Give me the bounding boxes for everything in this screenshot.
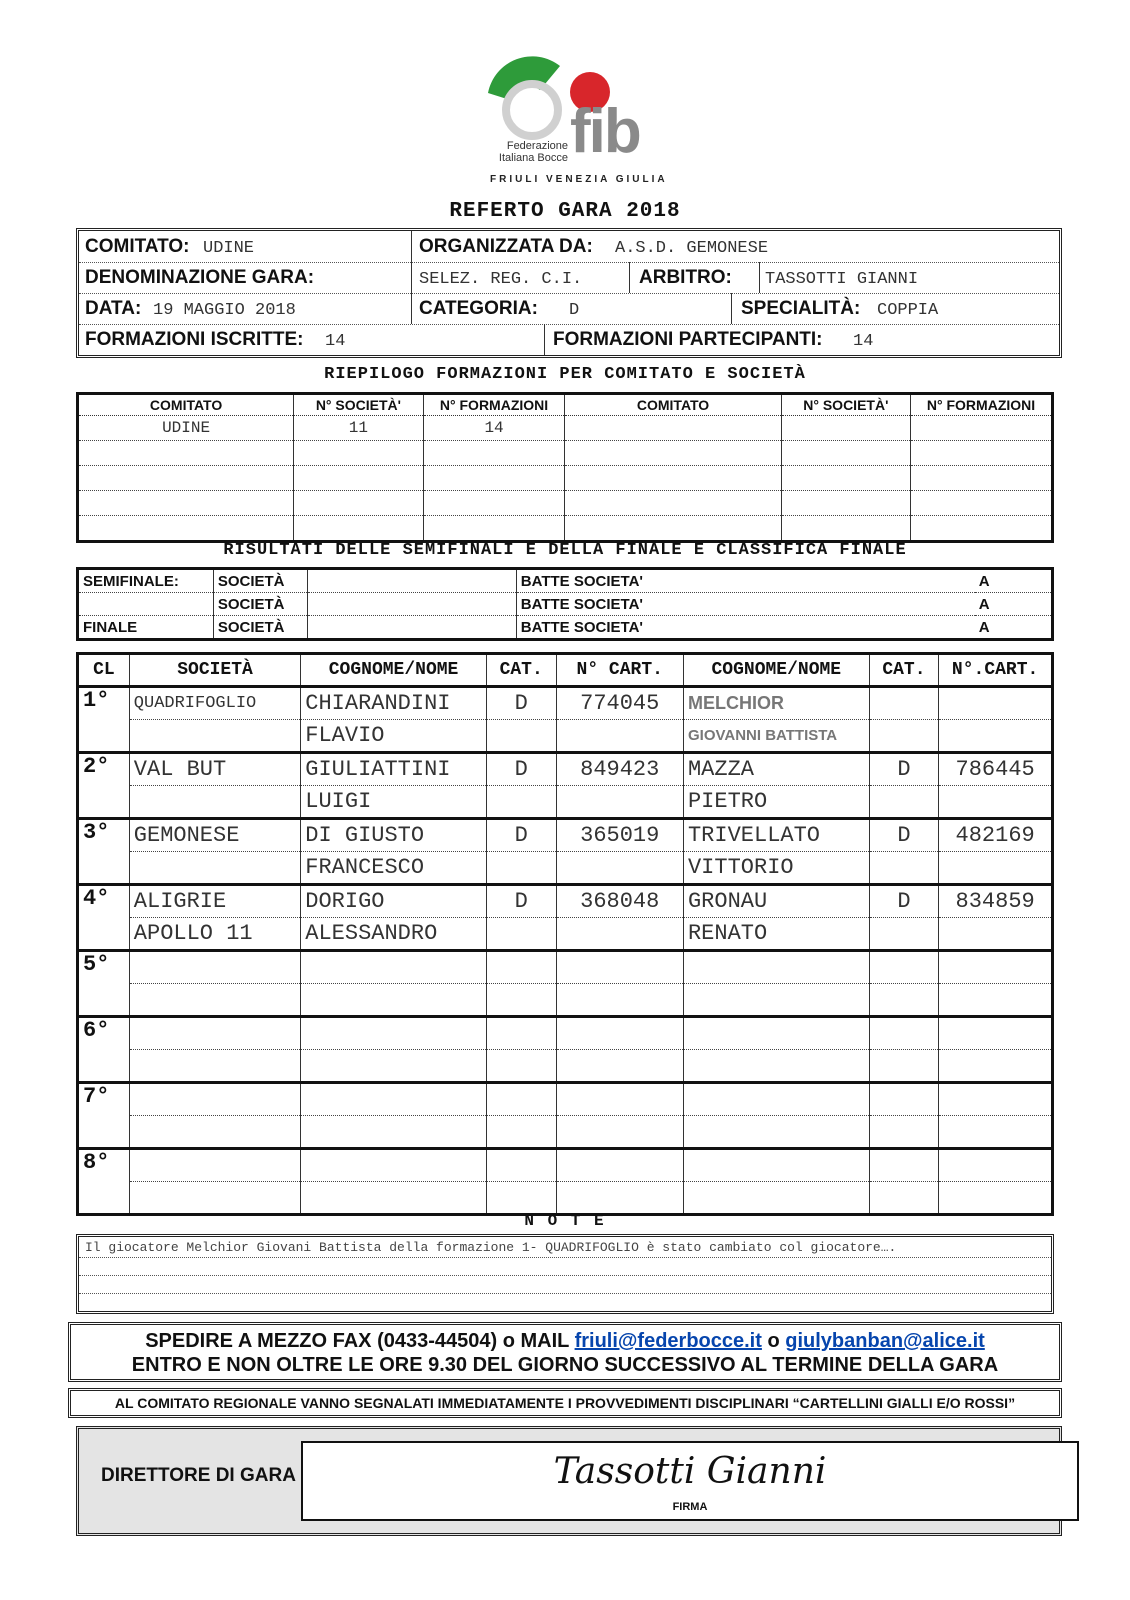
player1-cat: D (486, 753, 556, 786)
player2-card-empty (939, 1050, 1053, 1083)
arbitro-label: ARBITRO: (639, 267, 732, 288)
email-link-1[interactable]: friuli@federbocce.it (574, 1330, 762, 1352)
riepilogo-row (78, 466, 1053, 491)
arbitro-value: TASSOTTI GIANNI (765, 270, 919, 289)
societa-cell-2 (129, 786, 300, 819)
organizzata-value: A.S.D. GEMONESE (615, 239, 769, 258)
position-cell: 4° (78, 885, 130, 951)
riepilogo-header-row (78, 394, 1053, 416)
riep-col-societa: N° SOCIETÀ' (294, 394, 423, 416)
player2-cat-empty (869, 720, 939, 753)
col-cognome-nome-2: COGNOME/NOME (683, 654, 869, 687)
player2-cat-empty (869, 1050, 939, 1083)
societa-cell-2 (129, 1182, 300, 1215)
col-cart-2: N°.CART. (939, 654, 1053, 687)
player2-cat-empty (869, 1182, 939, 1215)
federation-name: Federazione Italiana Bocce (498, 140, 568, 164)
fib-logo (470, 48, 670, 193)
classifica-table (76, 652, 1054, 1216)
player1-cat-empty (486, 720, 556, 753)
riep-col-comitato-2: COMITATO (565, 394, 781, 416)
societa-cell: ALIGRIE (129, 885, 300, 918)
riep-col-formazioni: N° FORMAZIONI (423, 394, 565, 416)
player1-cat-empty (486, 918, 556, 951)
specialita-value: COPPIA (877, 301, 939, 320)
data-value: 19 MAGGIO 2018 (153, 301, 296, 320)
societa-cell: QUADRIFOGLIO (129, 687, 300, 720)
classifica-row-second-line (78, 720, 1053, 753)
classifica-header-row (78, 654, 1053, 687)
a-label: A (975, 593, 1053, 616)
a-label: A (975, 569, 1053, 593)
player1-name (301, 984, 487, 1017)
player2-card-empty (939, 984, 1053, 1017)
semifinale-label: SEMIFINALE: (78, 569, 214, 593)
societa-cell-2 (129, 852, 300, 885)
riepilogo-cell (565, 466, 781, 491)
player1-card-empty (556, 918, 683, 951)
riepilogo-cell (423, 516, 565, 542)
player2-surname (683, 1149, 869, 1182)
page-title: REFERTO GARA 2018 (449, 200, 681, 223)
societa-label: SOCIETÀ (213, 616, 307, 640)
riepilogo-cell (565, 416, 781, 441)
position-cell: 5° (78, 951, 130, 1017)
player2-card (939, 951, 1053, 984)
riepilogo-cell (78, 441, 294, 466)
email-link-2[interactable]: giulybanban@alice.it (785, 1330, 985, 1352)
col-cognome-nome: COGNOME/NOME (301, 654, 487, 687)
player1-cat (486, 1083, 556, 1116)
player2-card: 482169 (939, 819, 1053, 852)
denominazione-value: SELEZ. REG. C.I. (419, 270, 583, 289)
position-cell: 2° (78, 753, 130, 819)
player1-cat-empty (486, 1116, 556, 1149)
categoria-value: D (569, 301, 580, 320)
riepilogo-cell (911, 516, 1053, 542)
player2-name (683, 1116, 869, 1149)
col-societa: SOCIETÀ (129, 654, 300, 687)
player1-card (556, 1017, 683, 1050)
player2-surname (683, 1017, 869, 1050)
player2-surname (683, 951, 869, 984)
societa-cell-2 (129, 720, 300, 753)
riepilogo-cell (781, 466, 910, 491)
player1-card: 849423 (556, 753, 683, 786)
invio-deadline: ENTRO E NON OLTRE LE ORE 9.30 DEL GIORNO SUCCESSIVO AL TERMINE DELLA GARA (131, 1354, 999, 1376)
player1-cat (486, 951, 556, 984)
classifica-row (78, 1017, 1053, 1050)
batte-label: BATTE SOCIETA' (520, 618, 643, 636)
player2-surname: MAZZA (683, 753, 869, 786)
player1-card: 365019 (556, 819, 683, 852)
position-cell: 6° (78, 1017, 130, 1083)
classifica-row-second-line (78, 852, 1053, 885)
riepilogo-cell (911, 441, 1053, 466)
player1-name: FLAVIO (301, 720, 487, 753)
player2-cat-empty (869, 1116, 939, 1149)
player2-surname: TRIVELLATO (683, 819, 869, 852)
player1-cat-empty (486, 852, 556, 885)
player1-cat: D (486, 819, 556, 852)
societa-cell: VAL BUT (129, 753, 300, 786)
player1-card-empty (556, 852, 683, 885)
riepilogo-row (78, 441, 1053, 466)
firma-caption: FIRMA (672, 1501, 708, 1513)
player2-name: PIETRO (683, 786, 869, 819)
societa-cell (129, 951, 300, 984)
classifica-row-second-line (78, 1182, 1053, 1215)
position-cell: 1° (78, 687, 130, 753)
player1-card-empty (556, 786, 683, 819)
player1-name: LUIGI (301, 786, 487, 819)
player1-name (301, 1182, 487, 1215)
fib-wordmark: fib (570, 97, 640, 166)
denominazione-label: DENOMINAZIONE GARA: (85, 267, 315, 288)
classifica-row-second-line (78, 984, 1053, 1017)
riepilogo-cell: 11 (294, 416, 423, 441)
finale-row (78, 616, 1053, 640)
player2-name: VITTORIO (683, 852, 869, 885)
player1-surname (301, 951, 487, 984)
player1-card-empty (556, 720, 683, 753)
semifinali-table (76, 567, 1054, 641)
player1-card (556, 1083, 683, 1116)
societa-cell-2: APOLLO 11 (129, 918, 300, 951)
riepilogo-cell (423, 491, 565, 516)
finale-label: FINALE (78, 616, 214, 640)
classifica-row (78, 885, 1053, 918)
player2-name: GIOVANNI BATTISTA (683, 720, 869, 753)
player1-surname (301, 1149, 487, 1182)
societa-label: SOCIETÀ (213, 569, 307, 593)
player2-card-empty (939, 918, 1053, 951)
player1-card (556, 1149, 683, 1182)
player2-surname (683, 1083, 869, 1116)
player2-card-empty (939, 720, 1053, 753)
col-cat: CAT. (486, 654, 556, 687)
batte-label: BATTE SOCIETA' (516, 593, 974, 616)
classifica-row (78, 1083, 1053, 1116)
societa-cell-2 (129, 1116, 300, 1149)
riepilogo-cell (78, 516, 294, 542)
firma-panel (76, 1426, 1062, 1536)
societa-cell-2 (129, 1050, 300, 1083)
player2-card-empty (939, 852, 1053, 885)
partecipanti-label: FORMAZIONI PARTECIPANTI: (553, 329, 823, 350)
player2-cat (869, 1017, 939, 1050)
col-cart: N° CART. (556, 654, 683, 687)
player2-cat (869, 951, 939, 984)
riep-col-societa-2: N° SOCIETÀ' (781, 394, 910, 416)
riepilogo-row (78, 416, 1053, 441)
player2-surname: GRONAU (683, 885, 869, 918)
player1-surname (301, 1017, 487, 1050)
riepilogo-cell (294, 466, 423, 491)
riepilogo-cell (423, 441, 565, 466)
player1-surname: DI GIUSTO (301, 819, 487, 852)
specialita-label: SPECIALITÀ: (741, 298, 861, 319)
player1-surname: DORIGO (301, 885, 487, 918)
player2-cat-empty (869, 984, 939, 1017)
riepilogo-table (76, 392, 1054, 543)
classifica-row-second-line (78, 918, 1053, 951)
invio-connector: o (767, 1330, 780, 1352)
player1-card-empty (556, 1116, 683, 1149)
riepilogo-cell (78, 466, 294, 491)
avviso-box: AL COMITATO REGIONALE VANNO SEGNALATI IMMEDIATAMENTE I PROVVEDIMENTI DISCIPLINARI “CARTELLINI GIALLI E/O ROSSI” (68, 1388, 1062, 1418)
direttore-label: DIRETTORE DI GARA (101, 1465, 296, 1486)
player1-cat-empty (486, 1182, 556, 1215)
riepilogo-cell (294, 516, 423, 542)
organizzata-label: ORGANIZZATA DA: (419, 236, 593, 257)
player2-surname: MELCHIOR (683, 687, 869, 720)
position-cell: 8° (78, 1149, 130, 1215)
player2-cat-empty (869, 918, 939, 951)
col-cl: CL (78, 654, 130, 687)
player2-name: RENATO (683, 918, 869, 951)
player2-card (939, 1017, 1053, 1050)
batte-label: BATTE SOCIETA' (516, 569, 974, 593)
societa-label: SOCIETÀ (213, 593, 307, 616)
player2-cat-empty (869, 786, 939, 819)
player1-name: ALESSANDRO (301, 918, 487, 951)
riepilogo-row (78, 491, 1053, 516)
societa-cell (129, 1083, 300, 1116)
player1-cat (486, 1149, 556, 1182)
riep-col-formazioni-2: N° FORMAZIONI (911, 394, 1053, 416)
player1-name (301, 1116, 487, 1149)
riepilogo-cell: 14 (423, 416, 565, 441)
player2-card (939, 1083, 1053, 1116)
player2-cat (869, 687, 939, 720)
player1-cat: D (486, 687, 556, 720)
riepilogo-cell (294, 491, 423, 516)
player2-cat (869, 1149, 939, 1182)
player1-surname: GIULIATTINI (301, 753, 487, 786)
societa-cell-2 (129, 984, 300, 1017)
player2-card-empty (939, 1116, 1053, 1149)
societa-cell (129, 1017, 300, 1050)
player1-cat: D (486, 885, 556, 918)
player2-name (683, 1050, 869, 1083)
position-cell: 3° (78, 819, 130, 885)
player1-surname (301, 1083, 487, 1116)
classifica-row (78, 687, 1053, 720)
note-text: Il giocatore Melchior Giovani Battista della formazione 1- QUADRIFOGLIO è stato cambiato col giocatore…. (85, 1240, 897, 1255)
riepilogo-cell (911, 416, 1053, 441)
riepilogo-cell (565, 441, 781, 466)
player1-cat-empty (486, 984, 556, 1017)
riepilogo-cell (565, 516, 781, 542)
societa-cell: GEMONESE (129, 819, 300, 852)
societa-cell (129, 1149, 300, 1182)
player2-card: 834859 (939, 885, 1053, 918)
classifica-row-second-line (78, 1116, 1053, 1149)
riepilogo-cell (294, 441, 423, 466)
player1-cat-empty (486, 786, 556, 819)
comitato-value: UDINE (203, 239, 255, 258)
player2-card: 786445 (939, 753, 1053, 786)
col-cat-2: CAT. (869, 654, 939, 687)
classifica-row-second-line (78, 1050, 1053, 1083)
iscritte-label: FORMAZIONI ISCRITTE: (85, 329, 304, 350)
riep-col-comitato: COMITATO (78, 394, 294, 416)
riepilogo-cell (911, 491, 1053, 516)
note-title: N O T E (524, 1212, 606, 1230)
riepilogo-cell (78, 491, 294, 516)
partecipanti-value: 14 (853, 332, 874, 351)
invio-box (68, 1322, 1062, 1382)
region-name: FRIULI VENEZIA GIULIA (490, 174, 668, 185)
riepilogo-cell: UDINE (78, 416, 294, 441)
player2-name (683, 984, 869, 1017)
classifica-row-second-line (78, 786, 1053, 819)
player2-cat: D (869, 819, 939, 852)
data-label: DATA: (85, 298, 142, 319)
classifica-row (78, 753, 1053, 786)
classifica-row (78, 951, 1053, 984)
signature-box (301, 1441, 1079, 1521)
player1-card: 774045 (556, 687, 683, 720)
player1-cat-empty (486, 1050, 556, 1083)
player2-cat-empty (869, 852, 939, 885)
player1-card (556, 951, 683, 984)
riepilogo-cell (781, 491, 910, 516)
player2-cat (869, 1083, 939, 1116)
player1-name (301, 1050, 487, 1083)
semifinale-row-2 (78, 593, 1053, 616)
player1-card-empty (556, 1050, 683, 1083)
riepilogo-cell (911, 466, 1053, 491)
player1-card: 368048 (556, 885, 683, 918)
invio-prefix: SPEDIRE A MEZZO FAX (0433-44504) o MAIL (145, 1330, 570, 1352)
player2-card-empty (939, 1182, 1053, 1215)
riepilogo-cell (781, 516, 910, 542)
player2-card (939, 687, 1053, 720)
player1-name: FRANCESCO (301, 852, 487, 885)
classifica-row (78, 819, 1053, 852)
header-box (76, 228, 1062, 358)
categoria-label: CATEGORIA: (419, 298, 538, 319)
note-box (76, 1234, 1054, 1314)
semifinale-row-1 (78, 569, 1053, 593)
riepilogo-cell (565, 491, 781, 516)
riepilogo-row (78, 516, 1053, 542)
handwritten-signature: Tassotti Gianni (553, 1451, 827, 1492)
player1-card-empty (556, 1182, 683, 1215)
player2-cat: D (869, 753, 939, 786)
riepilogo-cell (781, 416, 910, 441)
riepilogo-title: RIEPILOGO FORMAZIONI PER COMITATO E SOCIETÀ (324, 365, 806, 384)
a-label: A (978, 618, 990, 636)
player2-card-empty (939, 786, 1053, 819)
player2-name (683, 1182, 869, 1215)
riepilogo-cell (423, 466, 565, 491)
iscritte-value: 14 (325, 332, 346, 351)
classifica-row (78, 1149, 1053, 1182)
risultati-title: RISULTATI DELLE SEMIFINALI E DELLA FINALE E CLASSIFICA FINALE (223, 541, 907, 560)
player1-surname: CHIARANDINI (301, 687, 487, 720)
player2-cat: D (869, 885, 939, 918)
player1-cat (486, 1017, 556, 1050)
player2-card (939, 1149, 1053, 1182)
comitato-label: COMITATO: (85, 236, 190, 257)
riepilogo-cell (781, 441, 910, 466)
position-cell: 7° (78, 1083, 130, 1149)
player1-card-empty (556, 984, 683, 1017)
